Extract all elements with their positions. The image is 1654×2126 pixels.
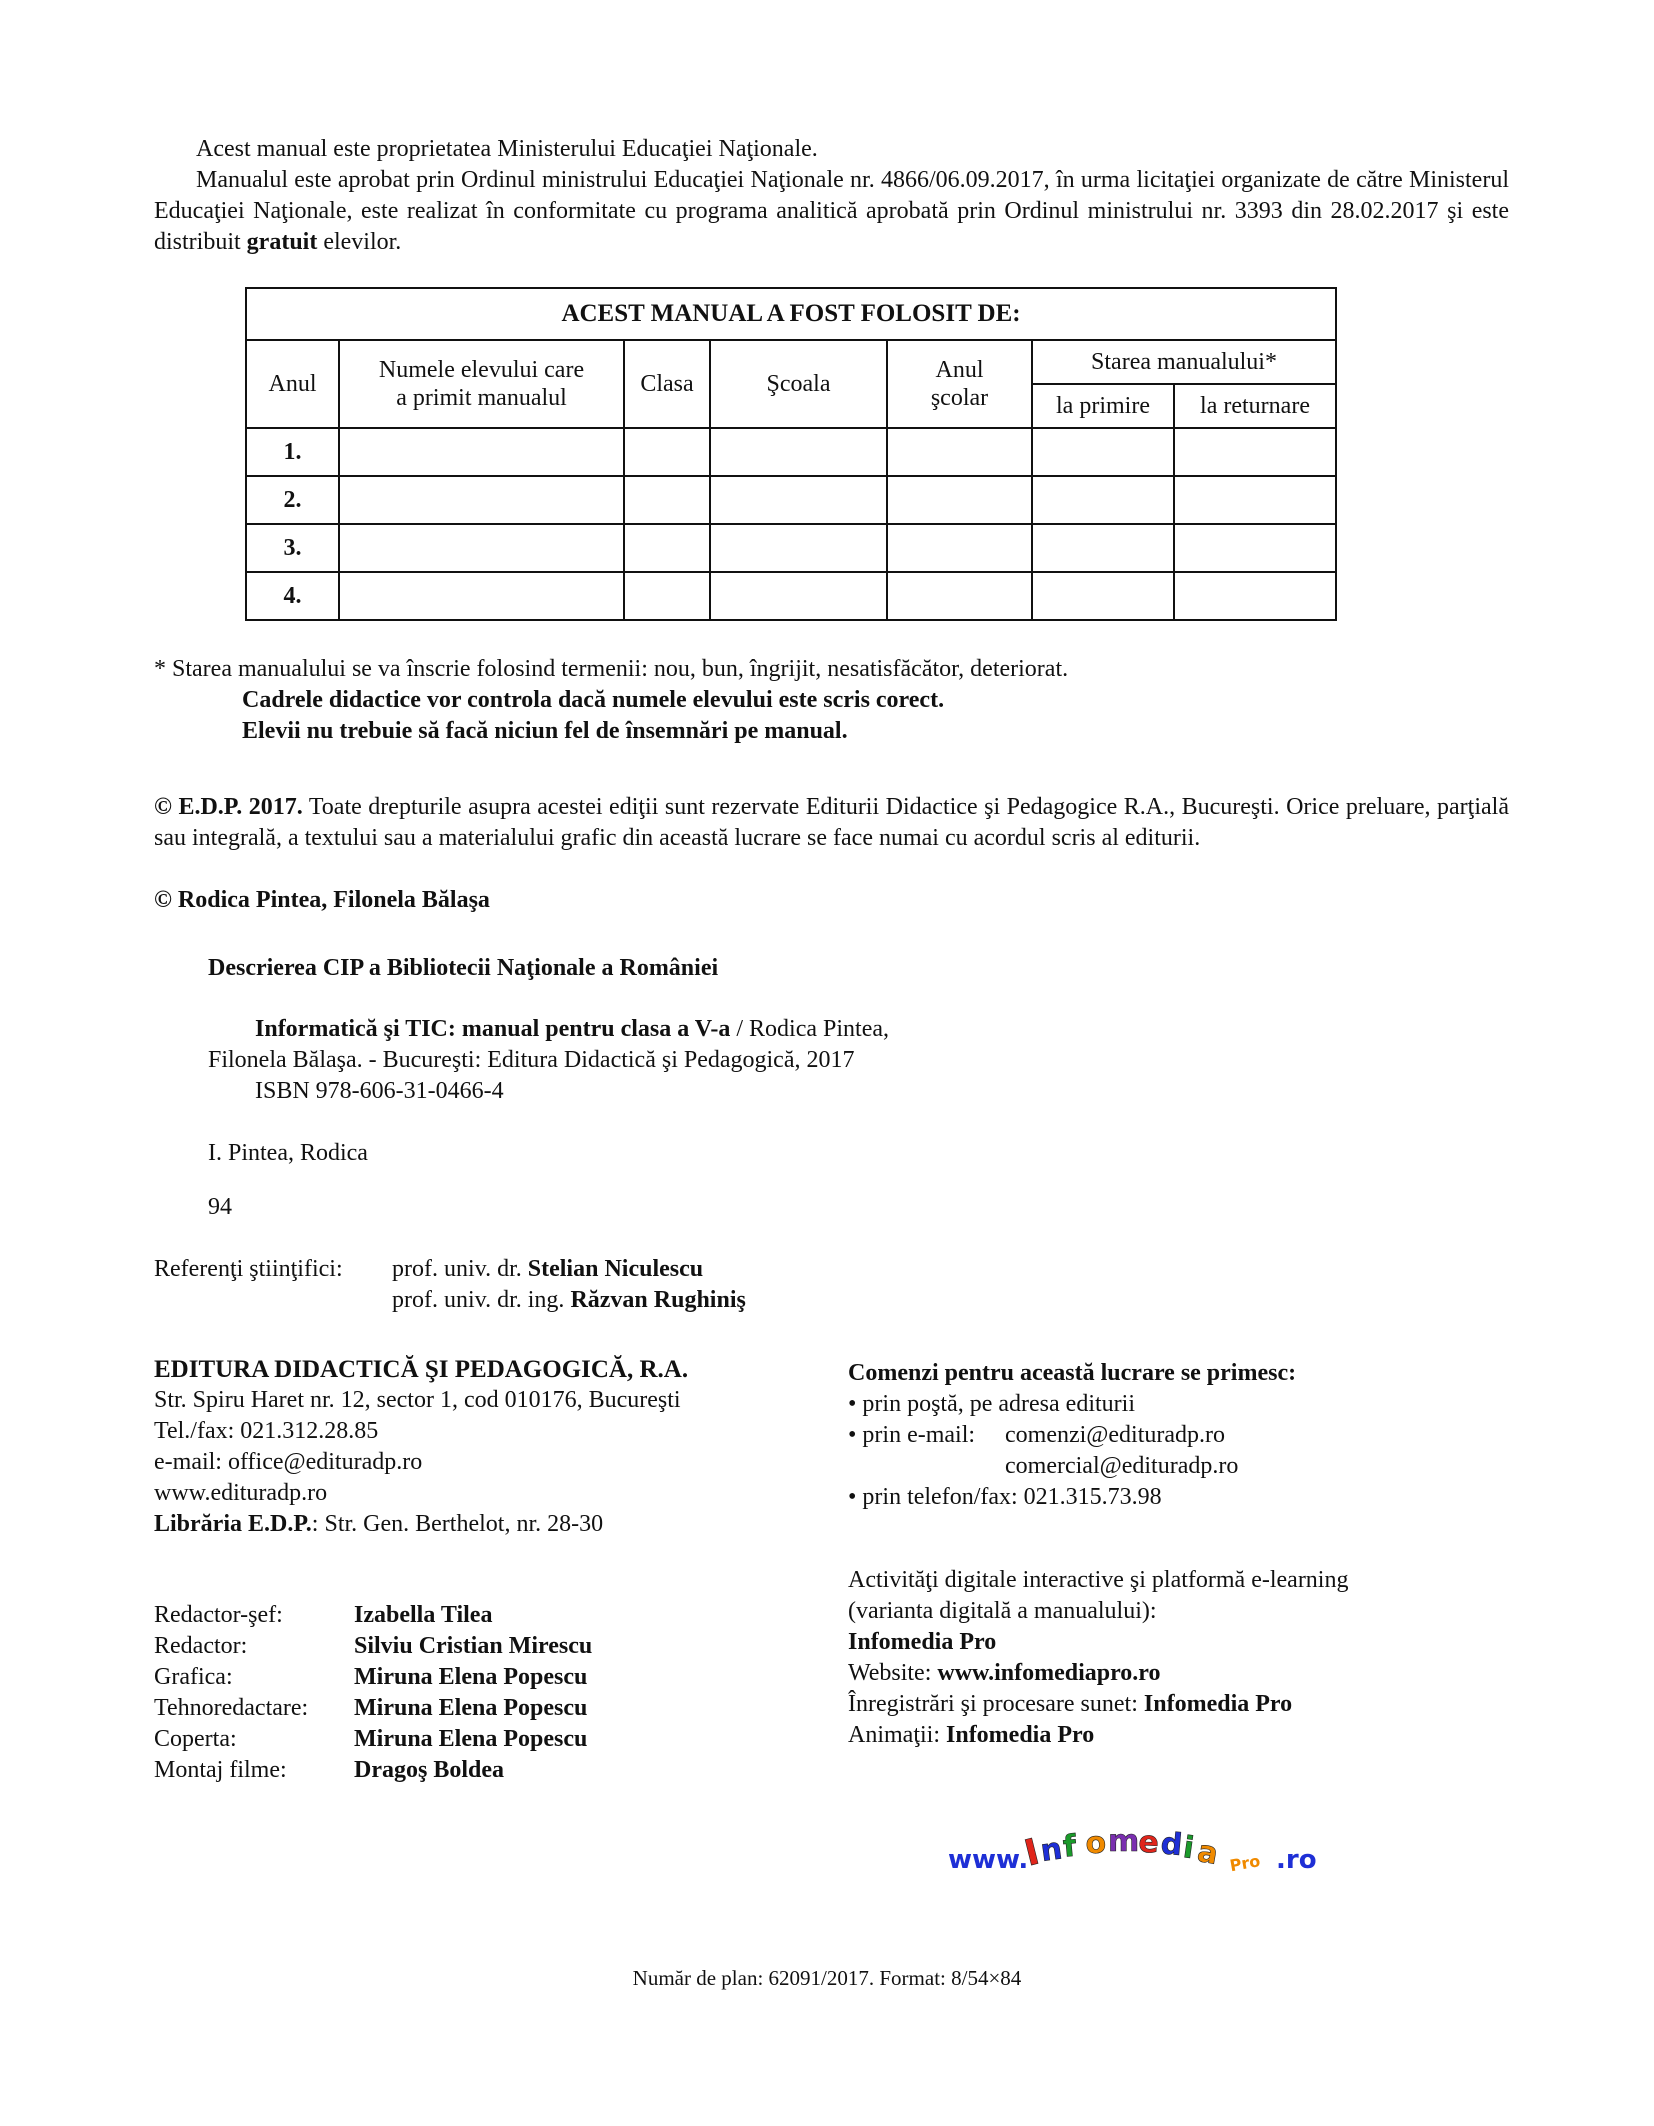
cip-title-bold: Informatică şi TIC: manual pentru clasa a V-a: [255, 1016, 731, 1042]
anim-label: Animaţii:: [848, 1722, 946, 1748]
col-anul: Anul: [246, 340, 339, 428]
orders-block: [848, 1358, 1368, 1513]
cip-heading: Descrierea CIP a Bibliotecii Naţionale a României: [208, 955, 719, 981]
col-numele: [339, 340, 624, 428]
cell: [1174, 428, 1336, 476]
referee-1: [392, 1254, 703, 1285]
note-teachers: Cadrele didactice vor controla dacă numele elevului este scris corect.: [242, 687, 945, 713]
table-row: [246, 524, 1336, 572]
digital-line1: Activităţi digitale interactive şi platformă e-learning: [848, 1567, 1349, 1593]
credit-name: Silviu Cristian Mirescu: [354, 1633, 593, 1659]
row-number: 4.: [246, 572, 339, 620]
credit-role: Redactor:: [154, 1633, 248, 1659]
col-scoala: Şcoala: [710, 340, 887, 428]
orders-phone: • prin telefon/fax: 021.315.73.98: [848, 1484, 1162, 1510]
col-numele-line1: Numele elevului care: [378, 357, 585, 383]
cell: [887, 524, 1032, 572]
cell: [1174, 524, 1336, 572]
logo-letter: I: [1020, 1831, 1044, 1875]
referee-2: [392, 1285, 746, 1316]
referee-2-name: Răzvan Rughiniş: [570, 1287, 746, 1313]
copyright-prefix: © E.D.P. 2017.: [154, 794, 303, 820]
credit-role: Redactor-şef:: [154, 1602, 283, 1628]
cell: [710, 524, 887, 572]
logo-pro: Pro: [1228, 1851, 1262, 1876]
cell: [339, 572, 624, 620]
credit-role: Grafica:: [154, 1664, 233, 1690]
orders-email-2: comercial@edituradp.ro: [1005, 1453, 1239, 1479]
cell: [624, 476, 710, 524]
credit-role: Coperta:: [154, 1726, 237, 1752]
orders-post: • prin poştă, pe adresa editurii: [848, 1391, 1135, 1417]
cell: [1032, 524, 1174, 572]
orders-heading: Comenzi pentru această lucrare se primesc:: [848, 1360, 1297, 1386]
cip-number: 94: [208, 1194, 232, 1220]
publisher-name: EDITURA DIDACTICĂ ŞI PEDAGOGICĂ, R.A.: [154, 1356, 689, 1383]
copyright-body: Toate drepturile asupra acestei ediţii sunt rezervate Editurii Didactice şi Pedagogice R.A., Bucureşti. Orice preluare, parţială sau integrală, a textului sau a materialului grafic din această lucrare se face numai cu acordul scris al editurii.: [154, 794, 1509, 851]
cell: [339, 524, 624, 572]
approval-end: elevilor.: [317, 229, 402, 255]
logo-letter: a: [1194, 1834, 1221, 1873]
cell: [624, 572, 710, 620]
credit-role: Montaj filme:: [154, 1757, 287, 1783]
digital-line2: (varianta digitală a manualului):: [848, 1598, 1157, 1624]
logo-letter: i: [1180, 1830, 1197, 1867]
referee-1-title: prof. univ. dr.: [392, 1256, 528, 1282]
website-label: Website:: [848, 1660, 938, 1686]
cell: [624, 428, 710, 476]
publisher-block: [154, 1354, 854, 1540]
digital-company: Infomedia Pro: [848, 1629, 997, 1655]
footer-plan-number: Număr de plan: 62091/2017. Format: 8/54×84: [632, 1966, 1022, 1990]
col-starea: Starea manualului*: [1032, 340, 1336, 384]
cell: [887, 428, 1032, 476]
credit-role: Tehnoredactare:: [154, 1695, 309, 1721]
table-row: [246, 572, 1336, 620]
row-number: 3.: [246, 524, 339, 572]
logo-letter: o: [1084, 1825, 1108, 1862]
cell: [339, 428, 624, 476]
publisher-phone: Tel./fax: 021.312.28.85: [154, 1418, 379, 1444]
logo-brand-letters: [1020, 1824, 1220, 1875]
cell: [1174, 572, 1336, 620]
approval-text: Manualul este aprobat prin Ordinul ministrului Educaţiei Naţionale nr. 4866/06.09.2017, în urma licitaţiei organizate de către Ministerul Educaţiei Naţionale, este realizat în conformitate cu programa analitică aprobată prin Ordinul ministrului nr. 3393 din 28.02.2017 şi este distribuit: [154, 167, 1509, 255]
cell: [710, 476, 887, 524]
copyright-text: [154, 792, 1509, 854]
col-anul-scolar-line1: Anul: [935, 357, 984, 383]
intro-approval: [154, 165, 1509, 258]
digital-block: [848, 1565, 1408, 1751]
intro-line1: Acest manual este proprietatea Ministerului Educaţiei Naţionale.: [196, 136, 818, 162]
cip-title: [255, 1014, 889, 1045]
credit-name: Miruna Elena Popescu: [354, 1664, 588, 1690]
cip-index: I. Pintea, Rodica: [208, 1140, 368, 1166]
table-title: ACEST MANUAL A FOST FOLOSIT DE:: [246, 288, 1336, 340]
col-la-primire: la primire: [1032, 384, 1174, 428]
logo-www: www.: [948, 1845, 1029, 1875]
approval-gratuit: gratuit: [246, 229, 318, 255]
cell: [1032, 428, 1174, 476]
digital-animation: [848, 1720, 1408, 1751]
logo-ro: .ro: [1276, 1845, 1317, 1875]
credit-name: Miruna Elena Popescu: [354, 1726, 588, 1752]
col-la-returnare: la returnare: [1174, 384, 1336, 428]
note-students: Elevii nu trebuie să facă niciun fel de însemnări pe manual.: [242, 718, 848, 744]
anim-value: Infomedia Pro: [946, 1722, 1095, 1748]
digital-sound: [848, 1689, 1408, 1720]
cell: [710, 428, 887, 476]
footnote: * Starea manualului se va înscrie folosind termenii: nou, bun, îngrijit, nesatisfăcător, deteriorat.: [154, 656, 1069, 682]
publisher-shop: [154, 1509, 854, 1540]
copyright-authors: © Rodica Pintea, Filonela Bălaşa: [154, 887, 490, 913]
logo-letter: f: [1061, 1828, 1078, 1865]
sound-label: Înregistrări şi procesare sunet:: [848, 1691, 1144, 1717]
orders-email: [848, 1420, 1368, 1451]
table-row: [246, 476, 1336, 524]
col-numele-line2: a primit manualul: [396, 385, 567, 411]
logo-letter: d: [1159, 1826, 1184, 1864]
cip-isbn: ISBN 978-606-31-0466-4: [255, 1078, 504, 1104]
row-number: 2.: [246, 476, 339, 524]
logo-letter: m: [1108, 1824, 1140, 1859]
cip-line2: Filonela Bălaşa. - Bucureşti: Editura Didactică şi Pedagogică, 2017: [208, 1047, 855, 1073]
cell: [1032, 476, 1174, 524]
publisher-address: Str. Spiru Haret nr. 12, sector 1, cod 010176, Bucureşti: [154, 1387, 681, 1413]
cell: [710, 572, 887, 620]
logo-letter: e: [1137, 1824, 1160, 1861]
digital-website: [848, 1658, 1408, 1689]
cell: [339, 476, 624, 524]
cell: [1032, 572, 1174, 620]
infomedia-logo: [948, 1818, 1338, 1878]
col-anul-scolar-line2: şcolar: [930, 385, 989, 411]
usage-table: [245, 287, 1337, 621]
cell: [624, 524, 710, 572]
credit-name: Miruna Elena Popescu: [354, 1695, 588, 1721]
publisher-email: e-mail: office@edituradp.ro: [154, 1449, 423, 1475]
orders-email-label: • prin e-mail:: [848, 1422, 976, 1448]
col-clasa: Clasa: [624, 340, 710, 428]
cip-title-rest: / Rodica Pintea,: [730, 1016, 889, 1042]
referee-2-title: prof. univ. dr. ing.: [392, 1287, 571, 1313]
col-anul-scolar: [887, 340, 1032, 428]
credit-name: Dragoş Boldea: [354, 1757, 504, 1783]
website-value: www.infomediapro.ro: [937, 1660, 1161, 1686]
orders-email-1: comenzi@edituradp.ro: [1005, 1422, 1226, 1448]
cell: [887, 476, 1032, 524]
table-row: [246, 428, 1336, 476]
referees-label: Referenţi ştiinţifici:: [154, 1256, 343, 1282]
row-number: 1.: [246, 428, 339, 476]
shop-address: : Str. Gen. Berthelot, nr. 28-30: [311, 1511, 604, 1537]
shop-label: Librăria E.D.P.: [154, 1511, 312, 1537]
cell: [887, 572, 1032, 620]
credit-name: Izabella Tilea: [354, 1602, 493, 1628]
publisher-web: www.edituradp.ro: [154, 1480, 328, 1506]
cell: [1174, 476, 1336, 524]
referee-1-name: Stelian Niculescu: [527, 1256, 704, 1282]
logo-letter: n: [1038, 1831, 1065, 1870]
sound-value: Infomedia Pro: [1143, 1691, 1293, 1717]
